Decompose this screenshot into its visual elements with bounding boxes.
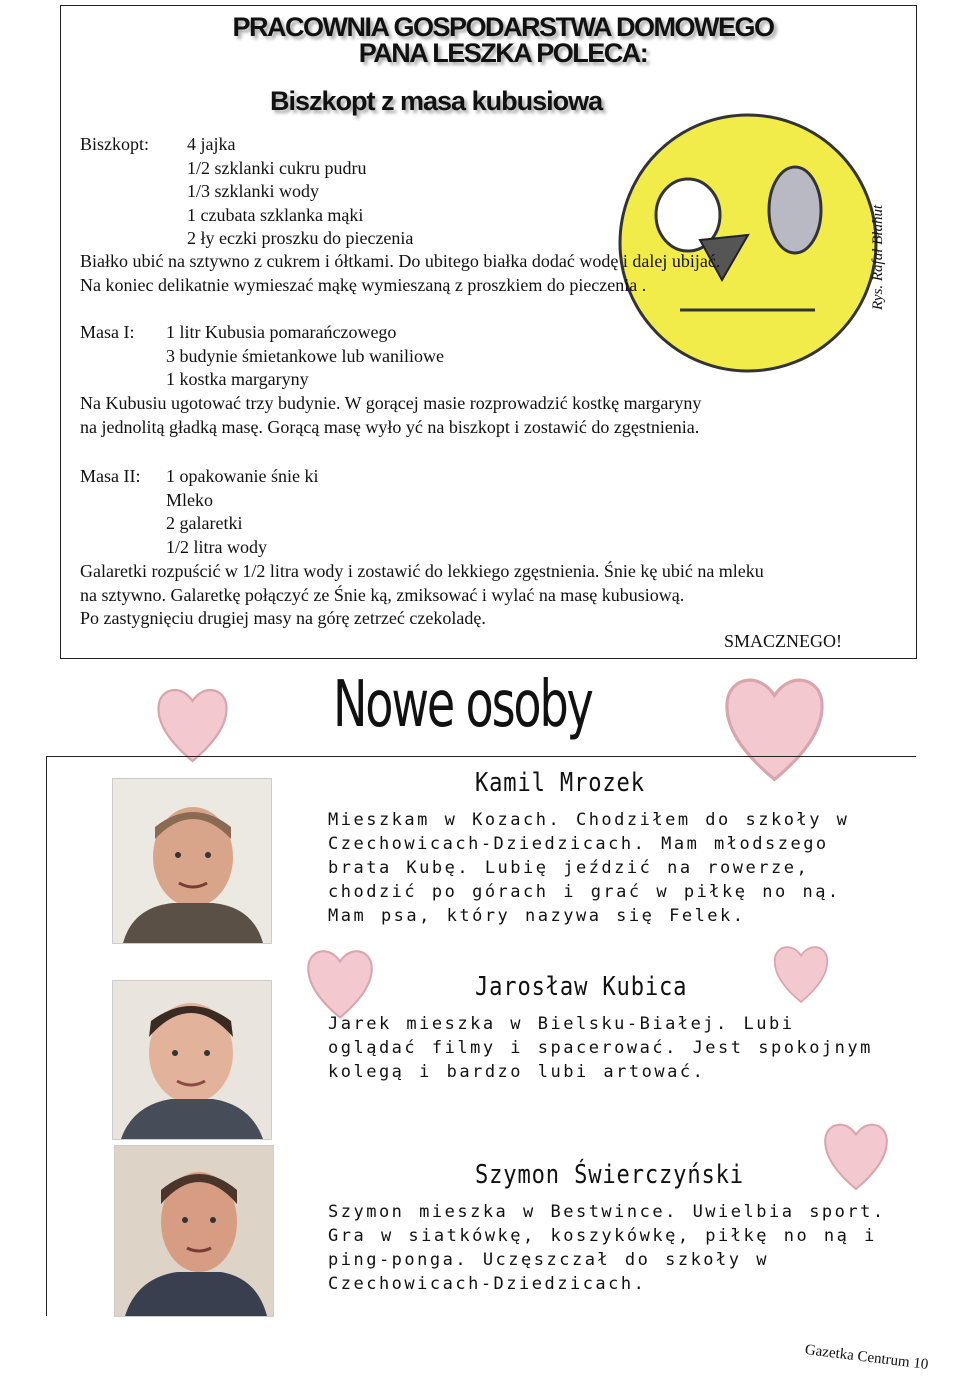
ingredient: 2 galaretki	[166, 513, 243, 533]
drawing-credit: Rys. Rafał Błahut	[870, 204, 886, 310]
photo-jaroslaw	[112, 980, 272, 1140]
ingredient: 1 kostka margaryny	[166, 369, 309, 389]
masa1-ingredients	[166, 321, 444, 392]
step-line: Galaretki rozpuścić w 1/2 litra wody i zostawić do lekkiego zgęstnienia. Śnie kę ubić na mleku	[80, 561, 764, 581]
footer-text: Gazetka Centrum 10	[804, 1342, 930, 1374]
biszkopt-steps	[80, 250, 720, 297]
recipe-title: Biszkopt z masa kubusiowa	[270, 86, 603, 116]
person-name: Szymon Świerczyński	[475, 1160, 744, 1190]
ingredient: 3 budynie śmietankowe lub waniliowe	[166, 345, 444, 366]
person-description: Mieszkam w Kozach. Chodziłem do szkoły w Czechowicach-Dziedzicach. Mam młodszego brata Kubę. Lubię jeździć na rowerze, chodzić po górach i grać w piłkę no ną. Mam psa, który nazywa się Felek.	[328, 810, 850, 926]
biszkopt-ingredients	[187, 133, 413, 251]
biszkopt-label: Biszkopt:	[80, 134, 150, 154]
masa2-ingredients	[166, 465, 318, 559]
masa1-steps	[80, 392, 701, 439]
smiley-drawing	[600, 95, 890, 385]
ingredient: 1 litr Kubusia pomarańczowego	[166, 322, 397, 342]
step-line: Na Kubusiu ugotować trzy budynie. W gorącej masie rozprowadzić kostkę margaryny	[80, 393, 702, 413]
masa2-label: Masa II:	[80, 466, 141, 486]
step-line: Na koniec delikatnie wymieszać mąkę wymieszaną z proszkiem do pieczenia .	[80, 274, 647, 295]
person-name: Kamil Mrozek	[475, 768, 645, 798]
ingredient: 4 jajka	[187, 134, 236, 154]
ingredient: Mleko	[166, 489, 213, 510]
masa2-steps	[80, 560, 764, 631]
photo-szymon	[114, 1145, 274, 1317]
person-name: Jarosław Kubica	[475, 972, 688, 1002]
person-description: Szymon mieszka w Bestwince. Uwielbia sport. Gra w siatkówkę, koszykówkę, piłkę no ną i ping-ponga. Uczęszczał do szkoły w Czechowicach-Dziedzicach.	[328, 1202, 886, 1294]
ingredient: 2 ły eczki proszku do pieczenia	[187, 228, 414, 248]
photo-kamil	[112, 778, 272, 944]
recipe-header-line1: PRACOWNIA GOSPODARSTWA DOMOWEGO	[232, 12, 774, 42]
ingredient: 1 czubata szklanka mąki	[187, 204, 364, 225]
ingredient: 1/2 litra wody	[166, 536, 267, 557]
right-eye	[769, 167, 821, 253]
ingredient: 1/2 szklanki cukru pudru	[187, 157, 367, 178]
ingredient: 1 opakowanie śnie ki	[166, 466, 319, 486]
step-line: Białko ubić na sztywno z cukrem i ółtkami. Do ubitego białka dodać wodę i dalej ubijać.	[80, 251, 721, 271]
step-line: na sztywno. Galaretkę połączyć ze Śnie ką, zmiksować i wylać na masę kubusiową.	[80, 584, 685, 605]
section-title: Nowe osoby	[333, 668, 592, 742]
ingredient: 1/3 szklanki wody	[187, 181, 319, 201]
recipe-header	[163, 14, 843, 66]
closing-text: SMACZNEGO!	[724, 631, 843, 651]
step-line: na jednolitą gładką masę. Gorącą masę wyło yć na biszkopt i zostawić do zgęstnienia.	[80, 416, 700, 437]
step-line: Po zastygnięciu drugiej masy na górę zetrzeć czekoladę.	[80, 608, 486, 628]
face-circle	[620, 115, 876, 371]
person-description: Jarek mieszka w Bielsku-Białej. Lubi oglądać filmy i spacerować. Jest spokojnym kolegą i bardzo lubi artować.	[328, 1014, 873, 1082]
masa1-label: Masa I:	[80, 322, 135, 342]
recipe-header-line2: PANA LESZKA POLECA:	[358, 38, 648, 68]
